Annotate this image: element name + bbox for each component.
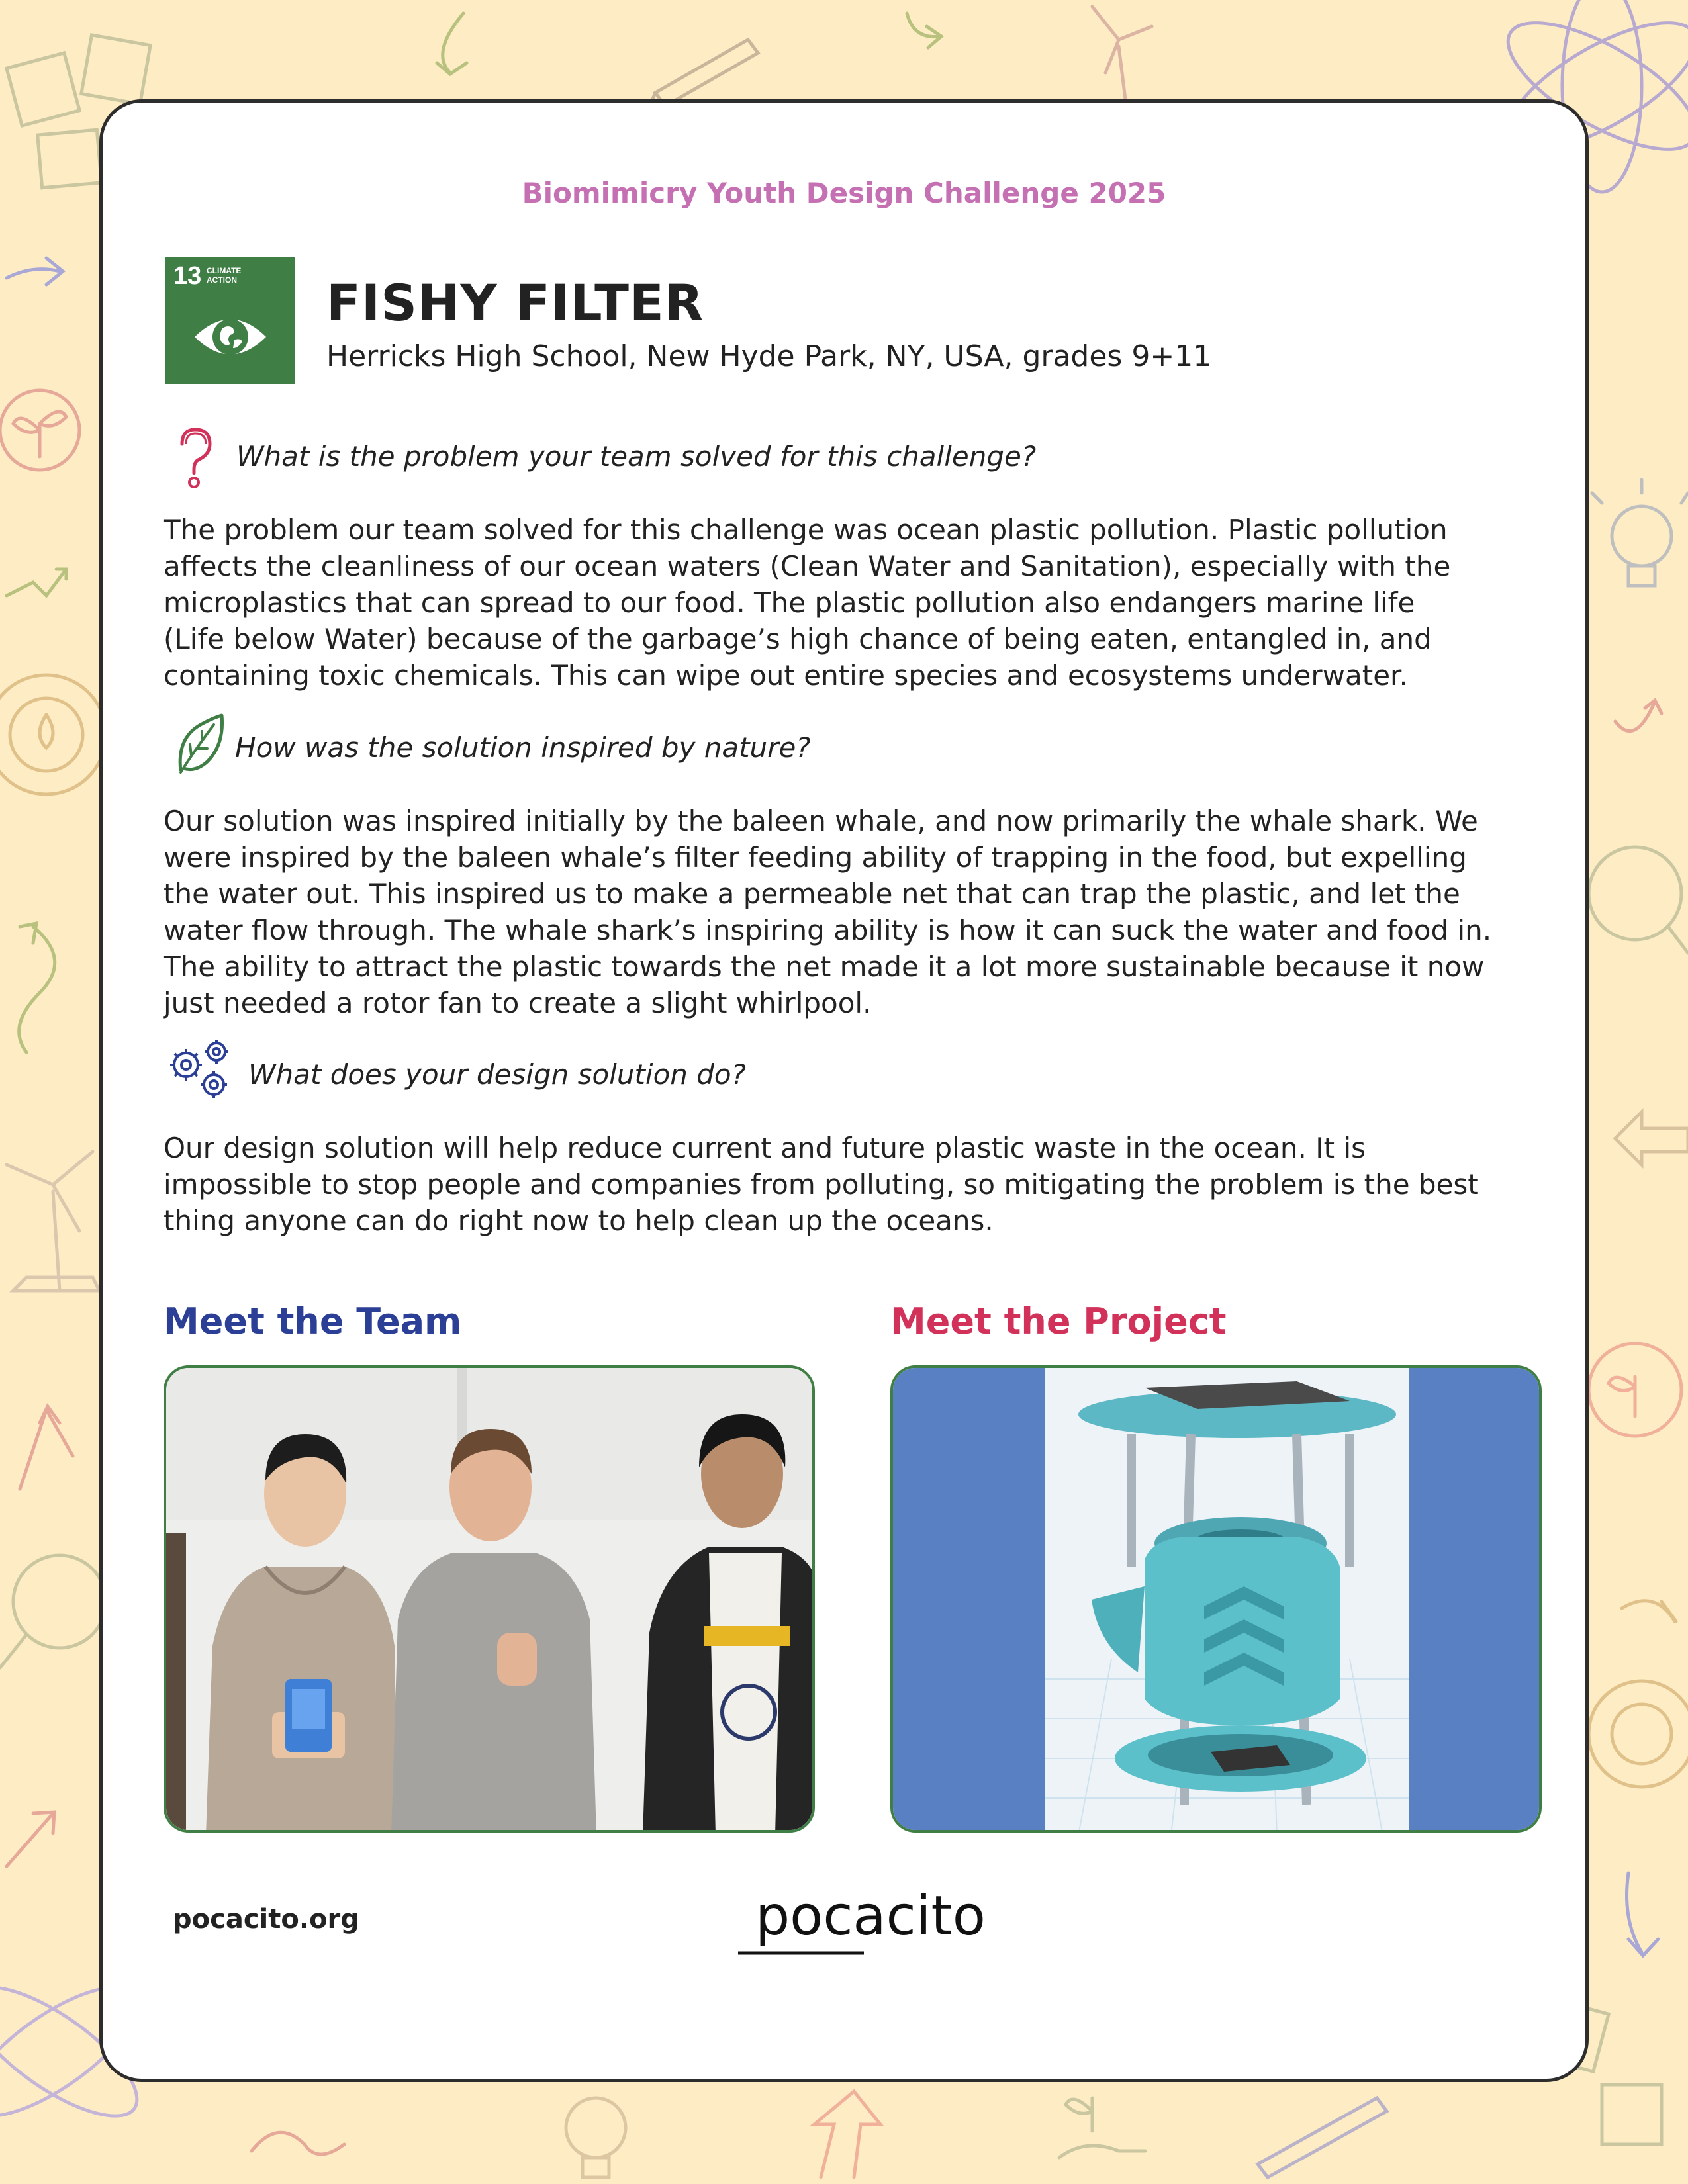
paragraph-line: (Life below Water) because of the garbage’s high chance of being eaten, entangled in, and <box>164 623 1432 655</box>
paragraph-line: just needed a rotor fan to create a slight whirlpool. <box>164 987 872 1019</box>
sprout-doodle-icon <box>1589 1343 1681 1436</box>
meet-team-heading: Meet the Team <box>164 1300 462 1342</box>
earth-eye-icon <box>192 308 269 365</box>
sdg-number: 13 <box>173 262 202 290</box>
paragraph-line: water flow through. The whale shark’s inspiring ability is how it can suck the water and food in. <box>164 914 1492 946</box>
project-render <box>890 1365 1542 1833</box>
arrow-doodle-icon <box>907 13 941 48</box>
arrow-doodle-icon <box>1627 1873 1659 1956</box>
paragraph-line: thing anyone can do right now to help clean up the oceans. <box>164 1205 994 1237</box>
question-problem: What is the problem your team solved for this challenge? <box>236 440 1037 473</box>
windmill-doodle-icon <box>1092 7 1152 99</box>
gear-doodle-icon <box>1589 1681 1688 1787</box>
answer-design <box>164 1130 1527 1239</box>
sdg-13-badge <box>165 257 295 384</box>
arrow-doodle-icon <box>1615 1112 1688 1165</box>
arrow-doodle-icon <box>20 1406 73 1489</box>
paragraph-line: the water out. This inspired us to make a permeable net that can trap the plastic, and let the <box>164 878 1460 910</box>
website-url[interactable]: pocacito.org <box>173 1904 359 1934</box>
question-nature: How was the solution inspired by nature? <box>235 731 811 764</box>
magnifier-doodle-icon <box>1589 847 1688 953</box>
school-info: Herricks High School, New Hyde Park, NY, USA, grades 9+11 <box>326 340 1212 373</box>
sprout-doodle-icon <box>0 390 79 470</box>
challenge-header: Biomimicry Youth Design Challenge 2025 <box>522 177 1166 209</box>
arrow-doodle-icon <box>1622 1601 1676 1621</box>
paragraph-line: The ability to attract the plastic towards the net made it a lot more sustainable because it now <box>164 950 1485 983</box>
fishy-filter-model-illustration <box>893 1368 1542 1833</box>
arrow-doodle-icon <box>7 569 66 596</box>
paragraph-line: affects the cleanliness of our ocean waters (Clean Water and Sanitation), especially with the <box>164 550 1451 582</box>
pencil-doodle-icon <box>1258 2098 1387 2177</box>
meet-project-heading: Meet the Project <box>890 1300 1227 1342</box>
question-mark-icon <box>175 426 215 492</box>
team-photo-illustration <box>166 1368 815 1833</box>
paragraph-line: were inspired by the baleen whale’s filter feeding ability of trapping in the food, but expelling <box>164 841 1467 874</box>
paragraph-line: containing toxic chemicals. This can wipe out entire species and ecosystems underwater. <box>164 659 1408 692</box>
arrow-doodle-icon <box>7 258 63 285</box>
paragraph-line: Our design solution will help reduce current and future plastic waste in the ocean. It is <box>164 1132 1366 1164</box>
arrow-doodle-icon <box>7 1812 54 1866</box>
paragraph-line: The problem our team solved for this challenge was ocean plastic pollution. Plastic pollution <box>164 514 1448 546</box>
pocacito-logo <box>731 1883 1009 1962</box>
sdg-label: CLIMATE ACTION <box>207 266 242 285</box>
paragraph-line: impossible to stop people and companies from polluting, so mitigating the problem is the best <box>164 1168 1479 1201</box>
lightbulb-doodle-icon <box>1592 480 1688 586</box>
arrow-doodle-icon <box>1615 700 1662 731</box>
arrow-doodle-icon <box>252 2132 344 2154</box>
windmill-doodle-icon <box>7 1152 99 1291</box>
arrow-doodle-icon <box>19 923 55 1052</box>
answer-nature <box>164 803 1527 1021</box>
gears-icon <box>166 1037 239 1103</box>
lightbulb-doodle-icon <box>566 2098 626 2177</box>
question-design: What does your design solution do? <box>248 1058 746 1091</box>
gear-doodle-icon <box>0 675 106 794</box>
content-card <box>99 99 1589 2082</box>
project-title: FISHY FILTER <box>326 273 704 332</box>
team-photo <box>164 1365 815 1833</box>
magnifier-doodle-icon <box>0 1555 106 1668</box>
arrow-doodle-icon <box>437 13 467 74</box>
paragraph-line: Our solution was inspired initially by the baleen whale, and now primarily the whale shark. We <box>164 805 1478 837</box>
answer-problem <box>164 512 1527 694</box>
logo-text: pocacito <box>755 1885 986 1948</box>
paragraph-line: microplastics that can spread to our food. The plastic pollution also endangers marine life <box>164 586 1415 619</box>
hand-plant-doodle-icon <box>1059 2098 1145 2158</box>
arrow-doodle-icon <box>814 2091 880 2177</box>
leaf-icon <box>174 711 226 778</box>
